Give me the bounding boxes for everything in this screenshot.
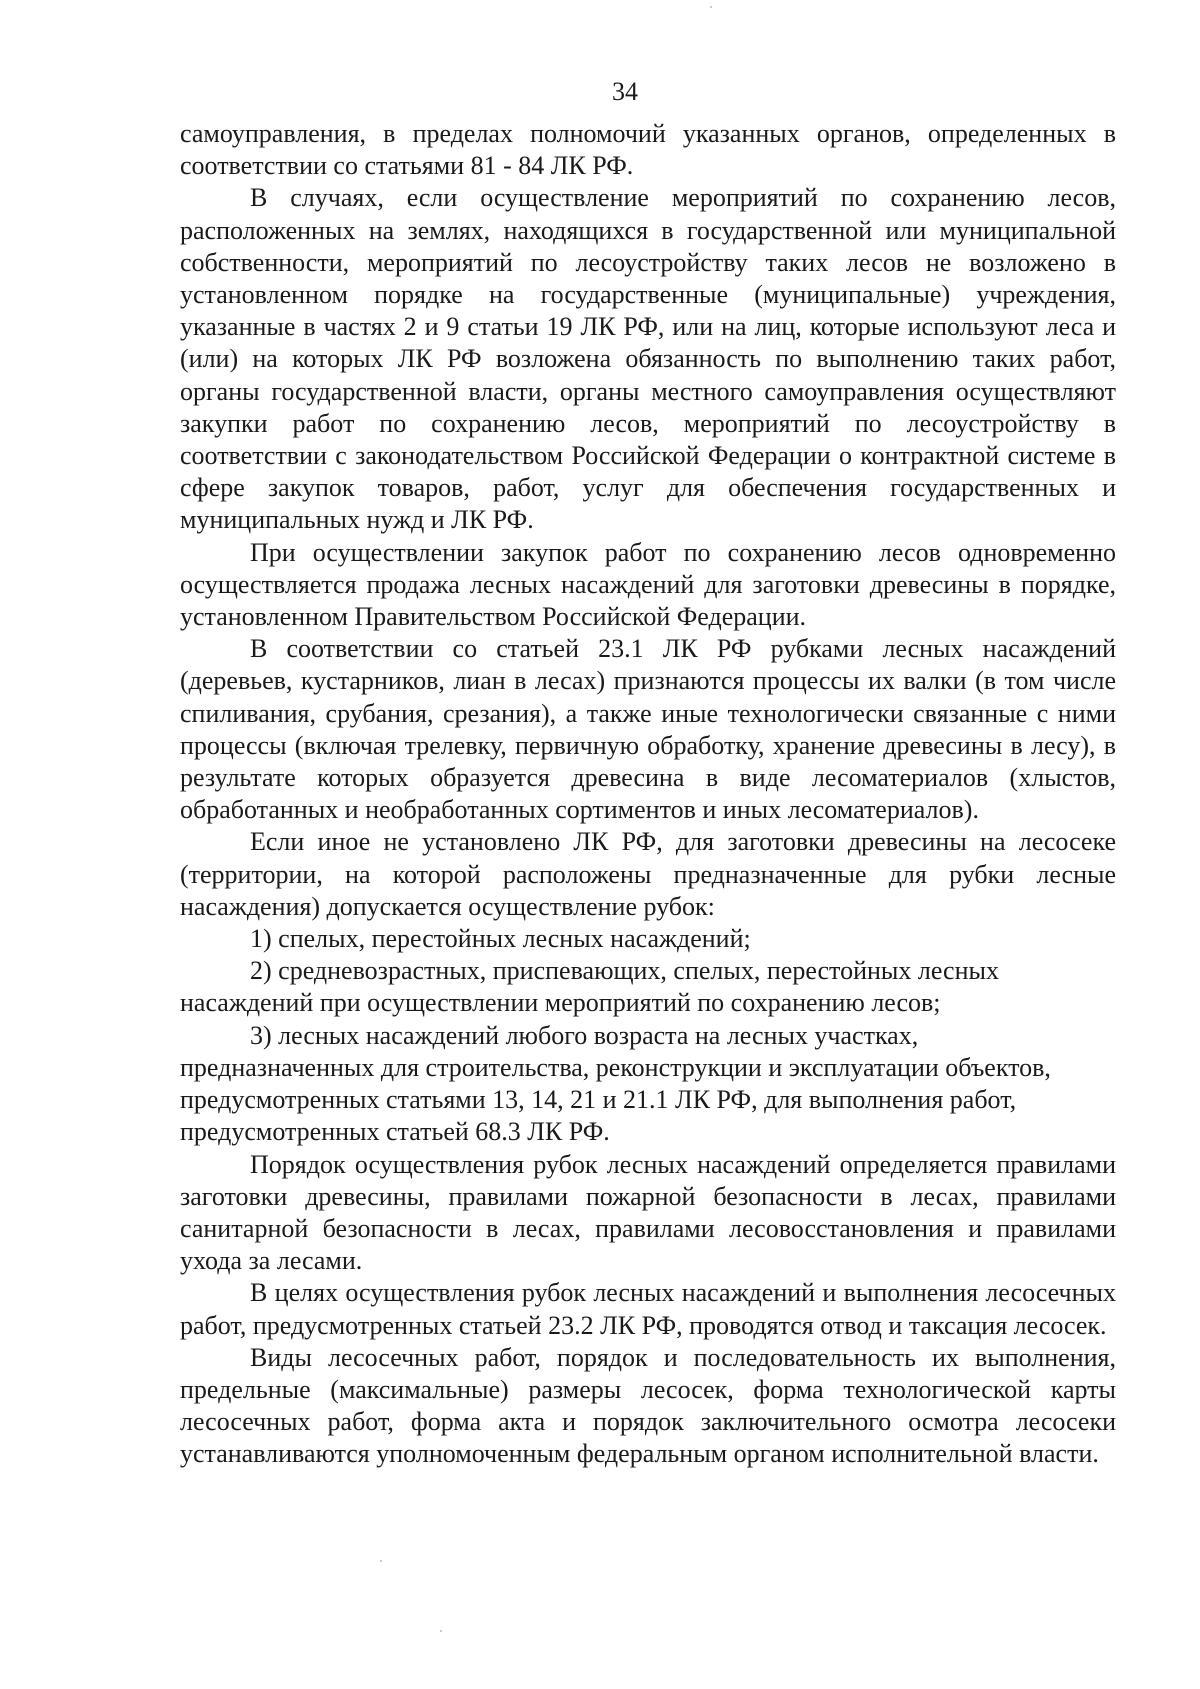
list-item-2: 2) средневозрастных, приспевающих, спелых, перестойных лесных насаждений при осуществлении мероприятий по сохранению лесов; <box>180 956 999 1018</box>
paragraph-timber-sale: При осуществлении закупок работ по сохранению лесов одновременно осуществляется продажа лесных насаждений для заготовки древесины в порядке, установленном Правительством Российской Федерации. <box>180 537 1116 632</box>
page-number: 34 <box>612 77 638 106</box>
document-body <box>180 118 1116 1471</box>
paragraph-felling-allowed: Если иное не установлено ЛК РФ, для заготовки древесины на лесосеке (территории, на которой расположены предназначенные для рубки лесные насаждения) допускается осуществление рубок: <box>180 827 1116 921</box>
scan-speck <box>710 6 712 8</box>
paragraph-felling-rules: Порядок осуществления рубок лесных насаждений определяется правилами заготовки древесины, правилами пожарной безопасности в лесах, правилами санитарной безопасности в лесах, правилами лесовосстановления и правилами ухода за лесами. <box>180 1149 1116 1276</box>
paragraph-logging-works: Виды лесосечных работ, порядок и последовательность их выполнения, предельные (максимальные) размеры лесосек, форма технологической карты лесосечных работ, форма акта и порядок заключительного осмотра лесосеки устанавливаются уполномоченным федеральным органом исполнительной власти. <box>180 1342 1116 1469</box>
paragraph-allotment: В целях осуществления рубок лесных насаждений и выполнения лесосечных работ, предусмотренных статьей 23.2 ЛК РФ, проводятся отвод и таксация лесосек. <box>180 1278 1116 1340</box>
paragraph-continuation: самоуправления, в пределах полномочий указанных органов, определенных в соответствии со статьями 81 - 84 ЛК РФ. <box>180 119 1116 181</box>
paragraph-felling-definition: В соответствии со статьей 23.1 ЛК РФ рубками лесных насаждений (деревьев, кустарников, лиан в лесах) признаются процессы их валки (в том числе спиливания, срубания, срезания), а также иные технологически связанные с ними процессы (включая трелевку, первичную обработку, хранение древесины в лесу), в результате которых образуется древесина в виде лесоматериалов (хлыстов, обработанных и необработанных сортиментов и иных лесоматериалов). <box>180 634 1116 825</box>
scan-speck <box>440 1630 442 1632</box>
list-item-1: 1) спелых, перестойных лесных насаждений; <box>250 924 751 954</box>
list-item-3: 3) лесных насаждений любого возраста на лесных участках, предназначенных для строительства, реконструкции и эксплуатации объектов, предусмотренных статьями 13, 14, 21 и 21.1 ЛК РФ, для выполнения работ, предусмотренных статьей 68.3 ЛК РФ. <box>180 1020 1051 1147</box>
scan-speck <box>380 1560 382 1562</box>
paragraph-procurement-cases: В случаях, если осуществление мероприятий по сохранению лесов, расположенных на землях, находящихся в государственной или муниципальной собственности, мероприятий по лесоустройству таких лесов не возложено в установленном порядке на государственные (муниципальные) учреждения, указанные в частях 2 и 9 статьи 19 ЛК РФ, или на лиц, которые используют леса и (или) на которых ЛК РФ возложена обязанность по выполнению таких работ, органы государственной власти, органы местного самоуправления осуществляют закупки работ по сохранению лесов, мероприятий по лесоустройству в соответствии с законодательством Российской Федерации о контрактной системе в сфере закупок товаров, работ, услуг для обеспечения государственных и муниципальных нужд и ЛК РФ. <box>180 183 1116 535</box>
